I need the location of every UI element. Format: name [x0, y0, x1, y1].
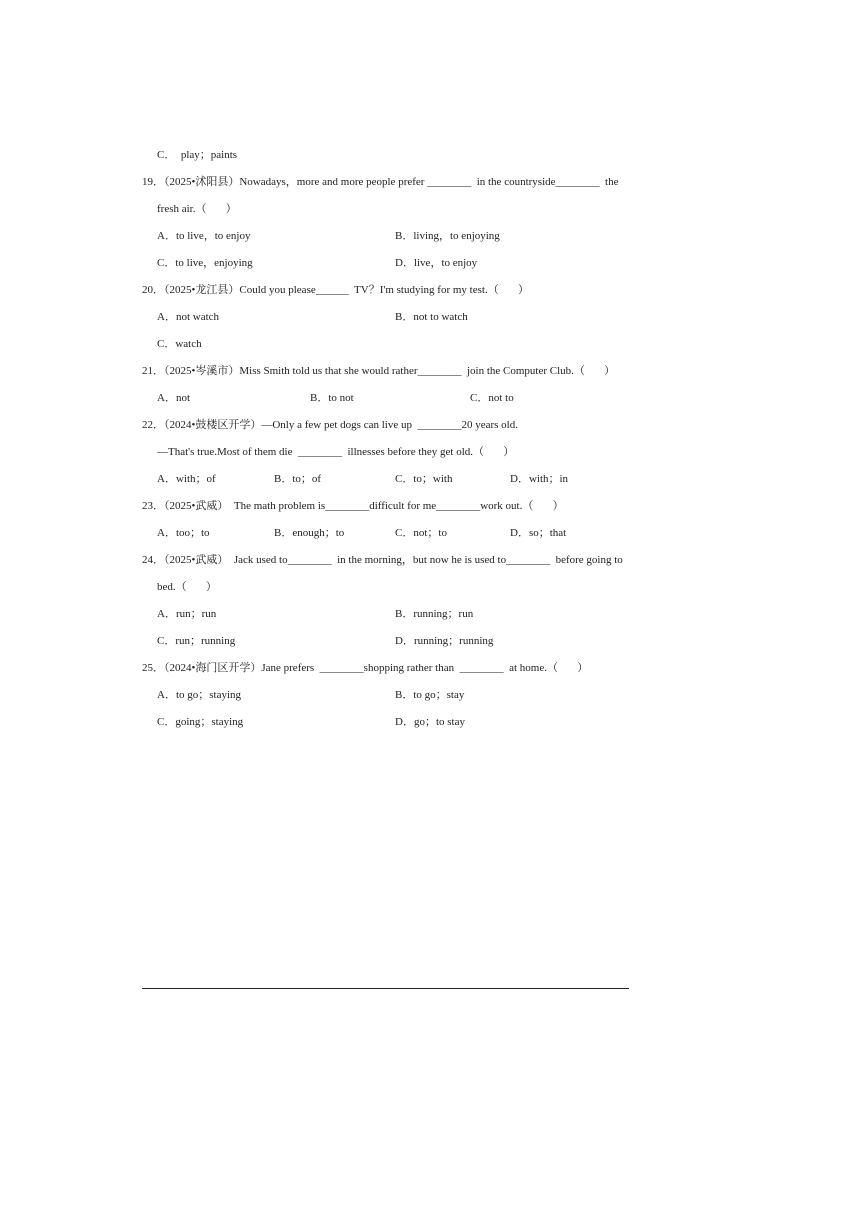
q25-option-b: B．to go；stay — [395, 689, 465, 701]
q19-stem: 19．（2025•沭阳县）Nowadays，more and more people prefer ________ in the countryside________ the — [142, 176, 619, 188]
q19-option-d: D．live，to enjoy — [395, 257, 478, 269]
q22-option-c: C．to；with — [395, 473, 453, 485]
q24-stem: 24．（2025•武威） Jack used to________ in the morning，but now he is used to________ before going to — [142, 554, 623, 566]
q24-stem-cont: bed.（ ） — [157, 581, 217, 593]
q20-option-b: B．not to watch — [395, 311, 468, 323]
footer-divider — [142, 988, 629, 989]
q19-stem-cont: fresh air.（ ） — [157, 203, 237, 215]
q20-stem: 20．（2025•龙江县）Could you please______ TV？I'm studying for my test.（ ） — [142, 284, 529, 296]
q24-option-b: B．running；run — [395, 608, 474, 620]
q25-option-a: A．to go；staying — [157, 689, 242, 701]
q22-option-b: B．to；of — [274, 473, 322, 485]
q19-option-a: A．to live，to enjoy — [157, 230, 251, 242]
q21-stem: 21．（2025•岑溪市）Miss Smith told us that she would rather________ join the Computer Club.（ ） — [142, 365, 616, 377]
q20-option-a: A．not watch — [157, 311, 220, 323]
q22-stem-cont: —That's true.Most of them die ________ illnesses before they get old.（ ） — [157, 446, 515, 458]
q25-option-c: C．going；staying — [157, 716, 244, 728]
q23-option-a: A．too；to — [157, 527, 210, 539]
q23-option-d: D．so；that — [510, 527, 567, 539]
q23-option-c: C．not；to — [395, 527, 447, 539]
q20-option-c: C．watch — [157, 338, 202, 350]
q21-option-a: A．not — [157, 392, 190, 404]
q21-option-c: C．not to — [470, 392, 514, 404]
q24-option-c: C．run；running — [157, 635, 236, 647]
q21-option-b: B．to not — [310, 392, 354, 404]
q19-option-c: C．to live，enjoying — [157, 257, 253, 269]
q25-stem: 25．（2024•海门区开学）Jane prefers ________shopping rather than ________ at home.（ ） — [142, 662, 589, 674]
q22-option-d: D．with；in — [510, 473, 569, 485]
q23-option-b: B．enough；to — [274, 527, 345, 539]
q25-option-d: D．go；to stay — [395, 716, 465, 728]
q24-option-a: A．run；run — [157, 608, 217, 620]
q18-option-c: C． play；paints — [157, 149, 238, 161]
q22-option-a: A．with；of — [157, 473, 216, 485]
q24-option-d: D．running；running — [395, 635, 494, 647]
q22-stem: 22．（2024•鼓楼区开学）—Only a few pet dogs can live up ________20 years old. — [142, 419, 518, 431]
q19-option-b: B．living，to enjoying — [395, 230, 500, 242]
q23-stem: 23．（2025•武威） The math problem is________difficult for me________work out.（ ） — [142, 500, 564, 512]
